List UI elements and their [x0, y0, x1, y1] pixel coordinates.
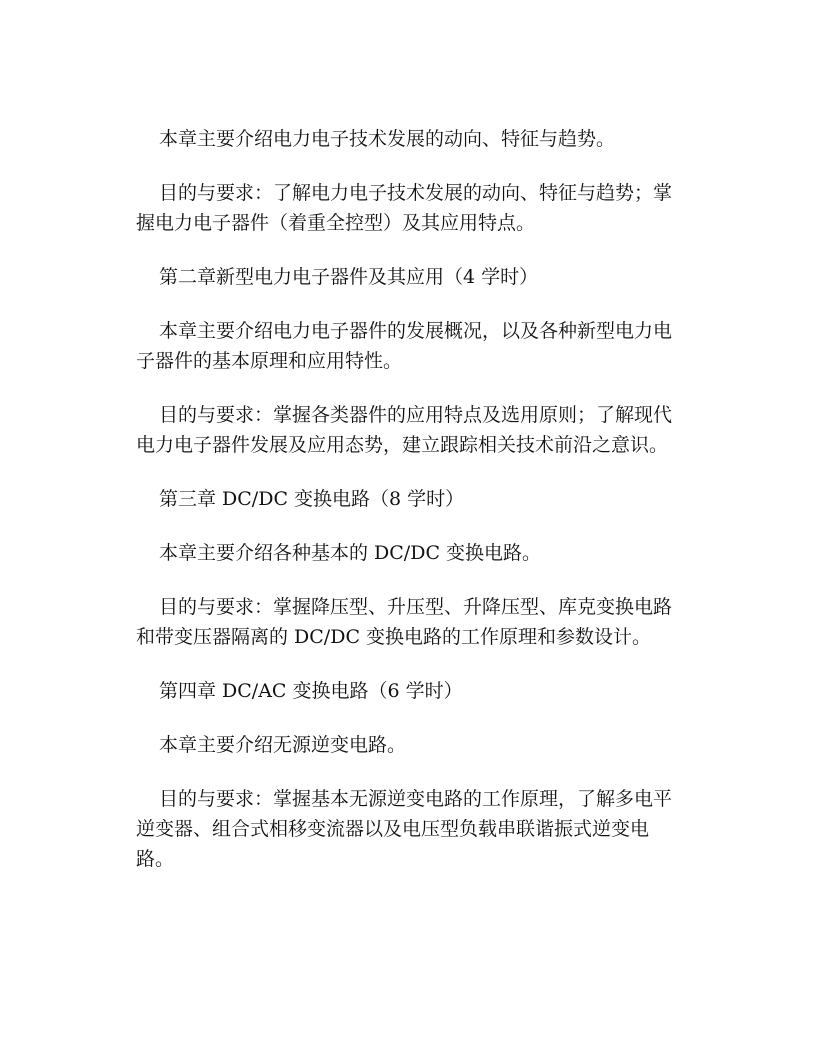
chapter-heading-4: 第四章 DC/AC 变换电路（6 学时）	[159, 680, 463, 702]
chapter-heading-3: 第三章 DC/DC 变换电路（8 学时）	[159, 488, 465, 510]
chapter-heading-2: 第二章新型电力电子器件及其应用（4 学时）	[159, 266, 539, 288]
paragraph-chapter4-summary: 本章主要介绍无源逆变电路。	[159, 734, 407, 756]
paragraph-chapter3-summary: 本章主要介绍各种基本的 DC/DC 变换电路。	[159, 542, 542, 564]
paragraph-chapter2-summary: 本章主要介绍电力电子器件的发展概况，以及各种新型电力电子器件的基本原理和应用特性。	[136, 320, 673, 372]
paragraph-chapter3-requirements: 目的与要求：掌握降压型、升压型、升降压型、库克变换电路和带变压器隔离的 DC/DC 变换电路的工作原理和参数设计。	[136, 596, 673, 648]
document-body	[136, 124, 684, 898]
paragraph-chapter2-requirements: 目的与要求：掌握各类器件的应用特点及选用原则；了解现代电力电子器件发展及应用态势，建立跟踪相关技术前沿之意识。	[136, 404, 673, 456]
paragraph-chapter4-requirements: 目的与要求：掌握基本无源逆变电路的工作原理，了解多电平逆变器、组合式相移变流器以及电压型负载串联谐振式逆变电路。	[136, 788, 673, 870]
paragraph-chapter1-requirements: 目的与要求：了解电力电子技术发展的动向、特征与趋势；掌握电力电子器件（着重全控型）及其应用特点。	[136, 182, 673, 234]
paragraph-chapter1-summary: 本章主要介绍电力电子技术发展的动向、特征与趋势。	[159, 128, 616, 150]
